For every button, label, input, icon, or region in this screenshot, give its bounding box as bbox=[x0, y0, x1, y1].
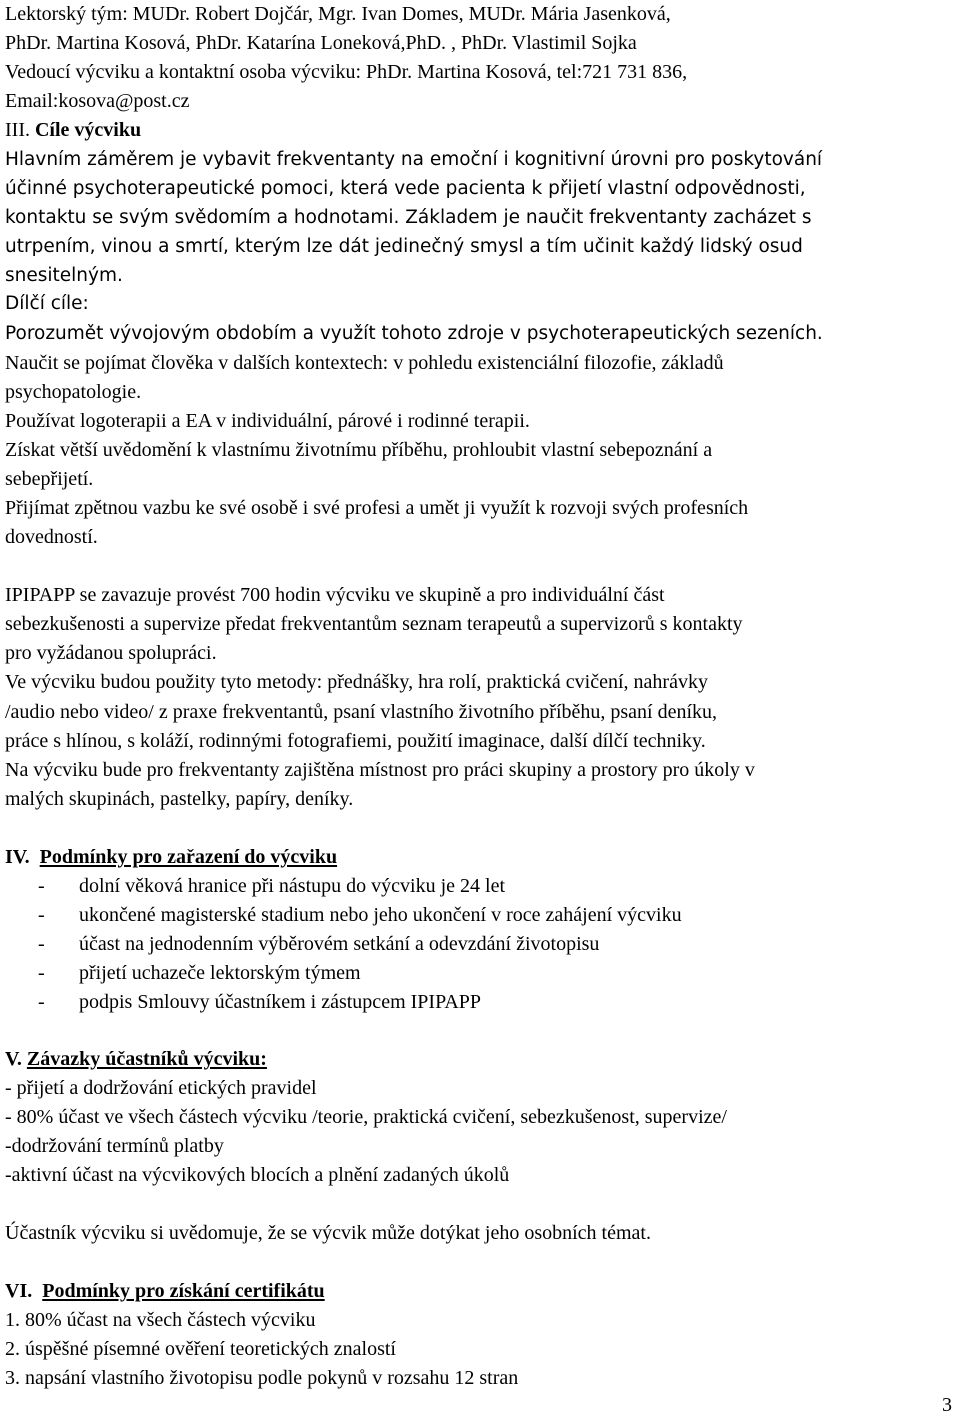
lektorsky-tym-line-1: Lektorský tým: MUDr. Robert Dojčár, Mgr. Ivan Domes, MUDr. Mária Jasenková, bbox=[5, 3, 671, 25]
aim-line: utrpením, vinou a smrtí, kterým lze dát jedinečný smysl a tím učinit každý lidský osud bbox=[5, 236, 803, 257]
dash-bullet: - bbox=[38, 904, 45, 926]
condition-text: dolní věková hranice při nástupu do výcviku je 24 let bbox=[79, 875, 506, 897]
lektorsky-tym-line-2: PhDr. Martina Kosová, PhDr. Katarína Loneková,PhD. , PhDr. Vlastimil Sojka bbox=[5, 32, 637, 54]
section-3-title: Cíle výcviku bbox=[34, 119, 142, 141]
aim-line: kontaktu se svým svědomím a hodnotami. Základem je naučit frekventanty zacházet s bbox=[5, 207, 812, 228]
certificate-item: 3. napsání vlastního životopisu podle pokynů v rozsahu 12 stran bbox=[5, 1367, 519, 1389]
vedouci-line: Vedoucí výcviku a kontaktní osoba výcviku: PhDr. Martina Kosová, tel:721 731 836, bbox=[5, 61, 688, 83]
condition-text: podpis Smlouvy účastníkem i zástupcem IPIPAPP bbox=[79, 991, 482, 1013]
body-paragraph-line: IPIPAPP se zavazuje provést 700 hodin výcviku ve skupině a pro individuální část bbox=[5, 584, 665, 606]
section-4-number: IV. bbox=[5, 846, 30, 868]
dash-bullet: - bbox=[38, 875, 45, 897]
dash-bullet: - bbox=[38, 962, 45, 984]
aim-line: Hlavním záměrem je vybavit frekventanty na emoční i kognitivní úrovni pro poskytování bbox=[5, 149, 823, 170]
body-paragraph-line: sebezkušenosti a supervize předat frekventantům seznam terapeutů a supervizorů s kontakty bbox=[5, 613, 743, 635]
dash-bullet: - bbox=[38, 933, 45, 955]
body-paragraph-line: malých skupinách, pastelky, papíry, deníky. bbox=[5, 788, 354, 810]
subgoal-line: Získat větší uvědomění k vlastnímu životnímu příběhu, prohloubit vlastní sebepoznání a bbox=[5, 439, 713, 461]
condition-text: účast na jednodenním výběrovém setkání a odevzdání životopisu bbox=[79, 933, 600, 955]
section-6-title: Podmínky pro získání certifikátu bbox=[42, 1280, 325, 1302]
condition-text: přijetí uchazeče lektorským týmem bbox=[79, 962, 361, 984]
obligation-item: -aktivní účast na výcvikových blocích a plnění zadaných úkolů bbox=[5, 1164, 510, 1186]
body-paragraph-line: /audio nebo video/ z praxe frekventantů, psaní vlastního životního příběhu, psaní deníku, bbox=[5, 701, 718, 723]
subgoal-line: sebepřijetí. bbox=[5, 468, 94, 490]
email-line: Email:kosova@post.cz bbox=[5, 90, 190, 112]
section-3-heading bbox=[5, 118, 141, 142]
obligation-item: - přijetí a dodržování etických pravidel bbox=[5, 1077, 317, 1099]
participant-note: Účastník výcviku si uvědomuje, že se výcvik může dotýkat jeho osobních témat. bbox=[5, 1222, 651, 1244]
obligation-item: -dodržování termínů platby bbox=[5, 1135, 224, 1157]
condition-text: ukončené magisterské stadium nebo jeho ukončení v roce zahájení výcviku bbox=[79, 904, 682, 926]
subgoal-line: Přijímat zpětnou vazbu ke své osobě i své profesi a umět ji využít k rozvoji svých profesních bbox=[5, 497, 749, 519]
subgoal-line: Používat logoterapii a EA v individuální, párové i rodinné terapii. bbox=[5, 410, 530, 432]
section-4-title: Podmínky pro zařazení do výcviku bbox=[39, 846, 338, 868]
certificate-item: 1. 80% účast na všech částech výcviku bbox=[5, 1309, 316, 1331]
body-paragraph-line: Na výcviku bude pro frekventanty zajištěna místnost pro práci skupiny a prostory pro úkoly v bbox=[5, 759, 755, 781]
subgoal-line: dovedností. bbox=[5, 526, 98, 548]
subgoals-label: Dílčí cíle: bbox=[5, 293, 89, 314]
section-5-number: V. bbox=[5, 1048, 22, 1070]
dash-bullet: - bbox=[38, 991, 45, 1013]
aim-line: účinné psychoterapeutické pomoci, která vede pacienta k přijetí vlastní odpovědnosti, bbox=[5, 178, 806, 199]
obligation-item: - 80% účast ve všech částech výcviku /teorie, praktická cvičení, sebezkušenost, supervize/ bbox=[5, 1106, 727, 1128]
section-5-heading bbox=[5, 1047, 267, 1071]
subgoal-line: psychopatologie. bbox=[5, 381, 142, 403]
page-number: 3 bbox=[942, 1394, 952, 1416]
body-paragraph-line: pro vyžádanou spolupráci. bbox=[5, 642, 217, 664]
section-6-number: VI. bbox=[5, 1280, 33, 1302]
body-paragraph-line: Ve výcviku budou použity tyto metody: přednášky, hra rolí, praktická cvičení, nahrávky bbox=[5, 671, 708, 693]
subgoal-line: Naučit se pojímat člověka v dalších kontextech: v pohledu existenciální filozofie, základů bbox=[5, 352, 724, 374]
body-paragraph-line: práce s hlínou, s koláží, rodinnými fotografiemi, použití imaginace, další dílčí techniky. bbox=[5, 730, 706, 752]
section-6-heading bbox=[5, 1279, 325, 1303]
aim-line: snesitelným. bbox=[5, 265, 123, 286]
certificate-item: 2. úspěšné písemné ověření teoretických znalostí bbox=[5, 1338, 396, 1360]
section-4-heading bbox=[5, 845, 337, 869]
section-5-title: Závazky účastníků výcviku: bbox=[26, 1048, 267, 1070]
section-3-number: III. bbox=[5, 119, 30, 141]
subgoal-line: Porozumět vývojovým obdobím a využít tohoto zdroje v psychoterapeutických sezeních. bbox=[5, 323, 823, 344]
